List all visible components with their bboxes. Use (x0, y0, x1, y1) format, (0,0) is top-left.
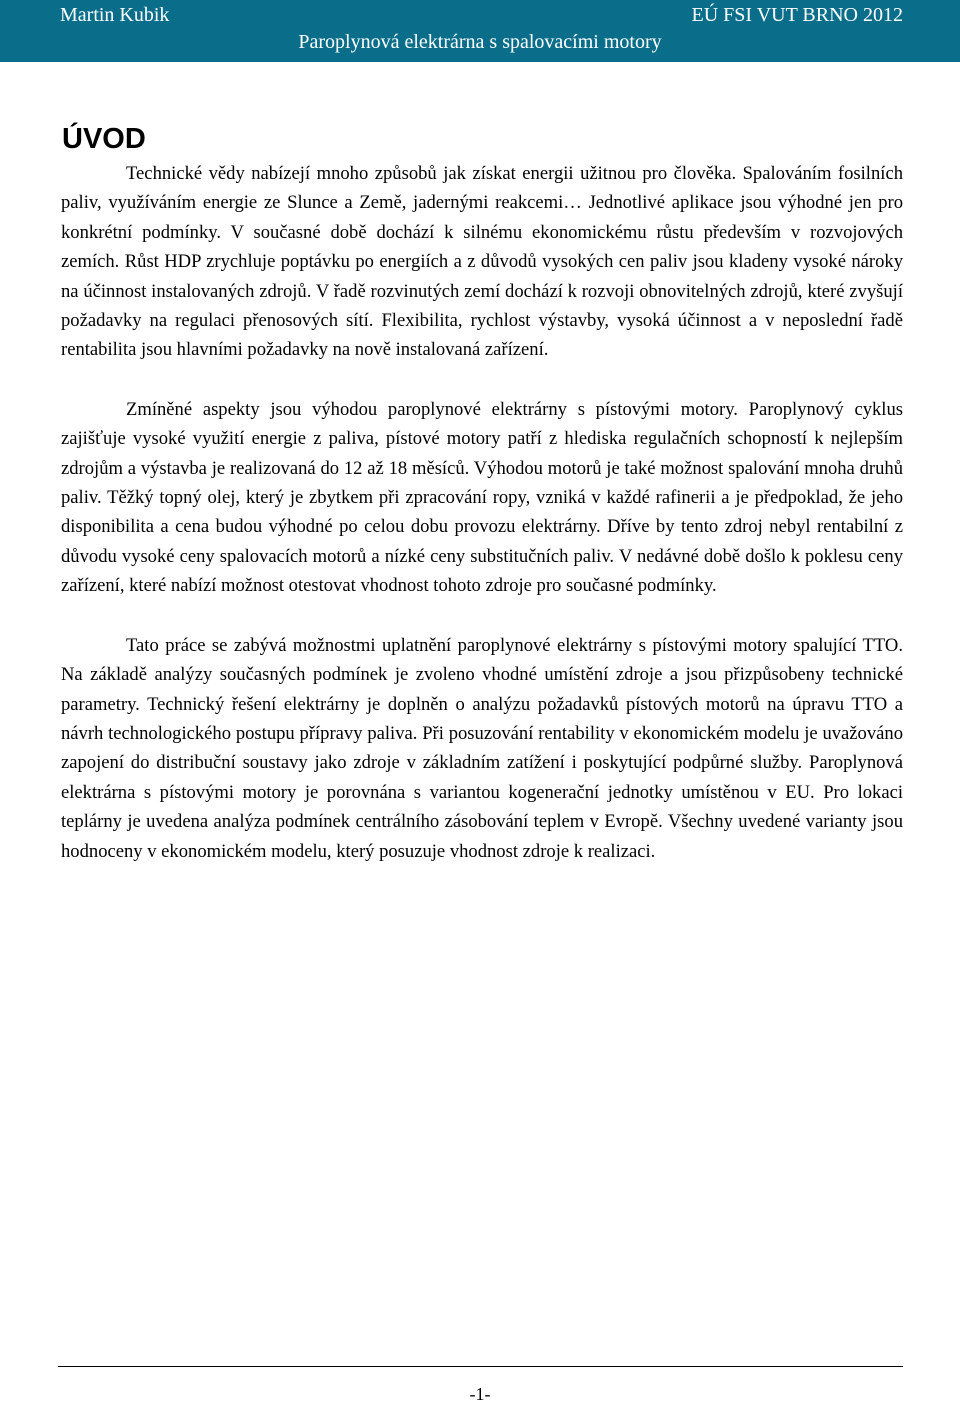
paragraph-2: Zmíněné aspekty jsou výhodou paroplynové elektrárny s pístovými motory. Paroplynový cyklus zajišťuje vysoké využití energie z paliva, pístové motory patří z hlediska regulačních schopností k nejlepším zdrojům a výstavba je realizovaná do 12 až 18 měsíců. Výhodou motorů je také možnost spalování mnoha druhů paliv. Těžký topný olej, který je zbytkem při zpracování ropy, vzniká v každé rafinerii a je předpoklad, že jeho disponibilita a cena budou výhodné po celou dobu provozu elektrárny. Dříve by tento zdroj nebyl rentabilní z důvodu vysoké ceny spalovacích motorů a nízké ceny substitučních paliv. V nedávné době došlo k poklesu ceny zařízení, které nabízí možnost otestovat vhodnost tohoto zdroje pro současné podmínky. (61, 398, 903, 597)
section-body (61, 159, 903, 896)
paragraph-3: Tato práce se zabývá možnostmi uplatnění paroplynové elektrárny s pístovými motory spalující TTO. Na základě analýzy současných podmínek je zvoleno vhodné umístění zdroje a jsou přizpůsobeny technické parametry. Technický řešení elektrárny je doplněn o analýzu požadavků pístových motorů na úpravu TTO a návrh technologického postupu přípravy paliva. Při posuzování rentability v ekonomickém modelu je uvažováno zapojení do distribuční soustavy jako zdroje v základním zatížení i poskytující podpůrné služby. Paroplynová elektrárna s pístovými motory je porovnána s variantou kogenerační jednotky umístěnou v EU. Pro lokaci teplárny je uvedena analýza podmínek centrálního zásobování teplem v Evropě. Všechny uvedené varianty jsou hodnoceny v ekonomickém modelu, který posuzuje vhodnost zdroje k realizaci. (61, 634, 903, 862)
header-author: Martin Kubik (60, 4, 170, 26)
footer-divider (58, 1366, 903, 1367)
header-institution: EÚ FSI VUT BRNO 2012 (691, 4, 903, 26)
header-document-title: Paroplynová elektrárna s spalovacími motory (298, 31, 662, 53)
page-number: -1- (469, 1384, 491, 1404)
page-header (0, 0, 960, 62)
section-heading: ÚVOD (62, 123, 146, 155)
paragraph-1: Technické vědy nabízejí mnoho způsobů jak získat energii užitnou pro člověka. Spalováním fosilních paliv, využíváním energie ze Slunce a Země, jadernými reakcemi… Jednotlivé aplikace jsou výhodné jen pro konkrétní podmínky. V současné době dochází k silnému ekonomickému růstu především v rozvojových zemích. Růst HDP zrychluje poptávku po energiích a z důvodů vysokých cen paliv jsou kladeny vysoké nároky na účinnost instalovaných zdrojů. V řadě rozvinutých zemí dochází k rozvoji obnovitelných zdrojů, které zvyšují požadavky na regulaci přenosových sítí. Flexibilita, rychlost výstavby, vysoká účinnost a v neposlední řadě rentabilita jsou hlavními požadavky na nově instalovaná zařízení. (61, 163, 903, 361)
